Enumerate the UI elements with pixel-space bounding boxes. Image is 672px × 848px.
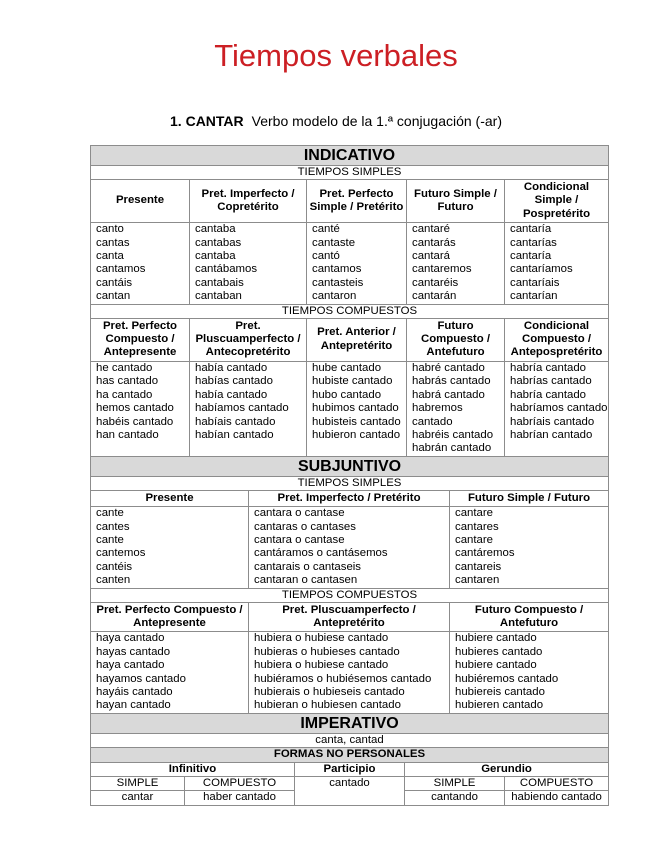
conjugation-form: cantes [96, 520, 130, 533]
conjugation-form: hayáis cantado [96, 686, 173, 698]
column-header: Condicional Simple / Pospretérito [505, 180, 609, 223]
column-header: Pret. Anterior / Antepretérito [307, 318, 407, 361]
subjuntivo-simples-forms [91, 507, 609, 588]
subjuntivo-compuestos-headers [91, 602, 609, 632]
conjugation-form: haya cantado [96, 632, 165, 645]
conjugation-form: habías cantado [195, 375, 273, 388]
column-header: Presente [91, 180, 190, 223]
conjugation-cell [505, 223, 609, 304]
conjugation-form: cantaré [412, 223, 450, 236]
conjugation-cell [307, 223, 407, 304]
conjugation-form: haya cantado [96, 659, 165, 672]
participio-label: Participio [295, 762, 405, 776]
column-header: Presente [91, 490, 249, 506]
conjugation-form: cantara o cantase [254, 507, 345, 520]
conjugation-form: hubo cantado [312, 388, 382, 401]
conjugation-cell [249, 632, 450, 713]
column-header: Pret. Perfecto Compuesto / Antepresente [91, 602, 249, 632]
conjugation-form: hubiereis cantado [455, 686, 545, 698]
gerundio-simple-value: cantando [405, 791, 505, 805]
conjugation-form: has cantado [96, 375, 159, 388]
conjugation-form: cantan [96, 290, 131, 303]
indicativo-simples-forms [91, 223, 609, 304]
conjugation-cell [505, 361, 609, 456]
conjugation-form: cantarais o cantaseis [254, 560, 362, 573]
conjugation-form: he cantado [96, 361, 153, 374]
infinitivo-simple-value: cantar [91, 791, 185, 805]
conjugation-form: cantaras o cantases [254, 520, 356, 533]
conjugation-form: cantaríamos [510, 263, 573, 276]
infinitivo-compuesto-label: COMPUESTO [185, 777, 295, 791]
conjugation-form: cantará [412, 250, 450, 263]
subjuntivo-simples-headers [91, 490, 609, 506]
conjugation-form: cantó [312, 250, 340, 263]
conjugation-form: cantáramos o cantásemos [254, 547, 388, 560]
conjugation-form: canté [312, 223, 340, 236]
conjugation-form: habrías cantado [510, 375, 592, 388]
conjugation-form: cantares [455, 520, 499, 533]
conjugation-form: cantara o cantase [254, 533, 345, 546]
indicativo-simples-headers [91, 180, 609, 223]
conjugation-form: canten [96, 574, 131, 587]
conjugation-cell [450, 632, 609, 713]
page-title: Tiempos verbales [214, 38, 458, 73]
conjugation-form: habíamos cantado [195, 402, 289, 415]
conjugation-form: cantaremos [412, 263, 472, 276]
column-header: Pret. Pluscuamperfecto / Antecopretérito [190, 318, 307, 361]
conjugation-form: hubiera o hubiese cantado [254, 659, 389, 672]
column-header: Futuro Compuesto / Antefuturo [450, 602, 609, 632]
conjugation-form: cantaron [312, 290, 357, 303]
conjugation-form: hayamos cantado [96, 672, 186, 685]
conjugation-form: habrían cantado [510, 428, 593, 441]
conjugation-form: hayan cantado [96, 699, 171, 712]
subjuntivo-compuestos-forms [91, 632, 609, 713]
column-header: Pret. Perfecto Compuesto / Antepresente [91, 318, 190, 361]
column-header: Pret. Imperfecto / Copretérito [190, 180, 307, 223]
conjugation-form: cante [96, 533, 124, 546]
conjugation-form: hubiera o hubiese cantado [254, 632, 389, 645]
conjugation-form: hubieras o hubieses cantado [254, 645, 400, 658]
conjugation-form: cantaríais [510, 276, 560, 289]
column-header: Condicional Compuesto / Antepospretérito [505, 318, 609, 361]
conjugation-form: hubieran o hubiesen cantado [254, 699, 401, 712]
conjugation-form: hubiere cantado [455, 632, 537, 645]
conjugation-cell [407, 223, 505, 304]
conjugation-form: cantaría [510, 250, 552, 263]
conjugation-form: cantareis [455, 560, 502, 573]
imperativo-table [90, 713, 609, 806]
conjugation-form: habréis cantado [412, 428, 494, 441]
indicativo-compuestos-forms [91, 361, 609, 456]
conjugation-form: habría cantado [510, 361, 586, 374]
conjugation-form: han cantado [96, 428, 159, 441]
conjugation-form: habríamos cantado [510, 402, 608, 415]
column-header: Futuro Simple / Futuro [450, 490, 609, 506]
conjugation-cell [91, 361, 190, 456]
gerundio-simple-label: SIMPLE [405, 777, 505, 791]
conjugation-form: cantáremos [455, 547, 515, 560]
column-header: Pret. Perfecto Simple / Pretérito [307, 180, 407, 223]
conjugation-form: habéis cantado [96, 415, 174, 428]
conjugation-form: cantaría [510, 223, 552, 236]
conjugation-form: ha cantado [96, 388, 153, 401]
imperativo-heading: IMPERATIVO [91, 713, 609, 733]
conjugation-form: cantemos [96, 547, 146, 560]
conjugation-form: cantaran o cantasen [254, 574, 358, 587]
column-header: Pret. Pluscuamperfecto / Antepretérito [249, 602, 450, 632]
conjugation-form: hubieron cantado [312, 428, 401, 441]
conjugation-form: cantaren [455, 574, 500, 587]
conjugation-form: había cantado [195, 361, 268, 374]
conjugation-form: cantamos [96, 263, 146, 276]
conjugation-form: cantarían [510, 290, 558, 303]
conjugation-form: hubisteis cantado [312, 415, 401, 428]
conjugation-cell [307, 361, 407, 456]
conjugation-form: cantéis [96, 560, 133, 573]
conjugation-cell [407, 361, 505, 456]
imperativo-forms: canta, cantad [91, 733, 609, 747]
conjugation-form: hubieres cantado [455, 645, 543, 658]
column-header: Futuro Compuesto / Antefuturo [407, 318, 505, 361]
subjuntivo-simples-label: TIEMPOS SIMPLES [91, 476, 609, 490]
gerundio-label: Gerundio [405, 762, 609, 776]
conjugation-form: habríais cantado [510, 415, 595, 428]
conjugation-form: cantáis [96, 276, 133, 289]
conjugation-form: hubiéramos o hubiésemos cantado [254, 672, 432, 685]
conjugation-form: cantare [455, 507, 493, 520]
indicativo-table [90, 145, 609, 457]
conjugation-form: hayas cantado [96, 645, 171, 658]
indicativo-simples-label: TIEMPOS SIMPLES [91, 166, 609, 180]
conjugation-form: hubierais o hubieseis cantado [254, 686, 405, 698]
conjugation-cell [249, 507, 450, 588]
column-header: Pret. Imperfecto / Pretérito [249, 490, 450, 506]
conjugation-cell [91, 223, 190, 304]
conjugation-sheet [90, 145, 608, 806]
infinitivo-label: Infinitivo [91, 762, 295, 776]
conjugation-cell [190, 223, 307, 304]
subjuntivo-table [90, 456, 609, 714]
conjugation-form: canta [96, 250, 124, 263]
conjugation-form: cantaréis [412, 276, 459, 289]
subjuntivo-compuestos-label: TIEMPOS COMPUESTOS [91, 588, 609, 602]
conjugation-form: cantasteis [312, 276, 364, 289]
participio-value: cantado [295, 777, 405, 806]
conjugation-form: cantamos [312, 263, 362, 276]
page-subtitle [0, 113, 672, 129]
no-personales-labels [91, 762, 609, 776]
conjugation-form: hubiéremos cantado [455, 672, 559, 685]
conjugation-form: cantábamos [195, 263, 258, 276]
conjugation-form: habrá cantado [412, 388, 485, 401]
conjugation-form: habían cantado [195, 428, 274, 441]
no-personales-heading: FORMAS NO PERSONALES [91, 748, 609, 762]
conjugation-form: habrás cantado [412, 375, 491, 388]
conjugation-form: habré cantado [412, 361, 485, 374]
indicativo-compuestos-headers [91, 318, 609, 361]
conjugation-cell [91, 507, 249, 588]
conjugation-form: cantarás [412, 236, 456, 249]
conjugation-form: cantarías [510, 236, 557, 249]
no-personales-subheaders [91, 777, 609, 791]
conjugation-form: habíais cantado [195, 415, 276, 428]
conjugation-form: cantarán [412, 290, 457, 303]
column-header: Futuro Simple / Futuro [407, 180, 505, 223]
verb-number: 1. CANTAR [170, 113, 244, 129]
gerundio-compuesto-value: habiendo cantado [505, 791, 609, 805]
indicativo-compuestos-label: TIEMPOS COMPUESTOS [91, 304, 609, 318]
conjugation-form: habrán cantado [412, 442, 492, 455]
conjugation-cell [450, 507, 609, 588]
conjugation-form: cantaba [195, 223, 236, 236]
conjugation-cell [91, 632, 249, 713]
subjuntivo-heading: SUBJUNTIVO [91, 456, 609, 476]
conjugation-form: cantaban [195, 290, 242, 303]
indicativo-heading: INDICATIVO [91, 146, 609, 166]
conjugation-form: hube cantado [312, 361, 382, 374]
conjugation-form: hubiste cantado [312, 375, 393, 388]
infinitivo-simple-label: SIMPLE [91, 777, 185, 791]
conjugation-form: hubieren cantado [455, 699, 544, 712]
conjugation-form: canto [96, 223, 124, 236]
conjugation-form: cantabais [195, 276, 244, 289]
conjugation-form: hubiere cantado [455, 659, 537, 672]
conjugation-cell [190, 361, 307, 456]
conjugation-form: cantaba [195, 250, 236, 263]
conjugation-form: habría cantado [510, 388, 586, 401]
infinitivo-compuesto-value: haber cantado [185, 791, 295, 805]
conjugation-form: cantas [96, 236, 130, 249]
conjugation-form: habremos cantado [412, 402, 463, 428]
conjugation-form: cantaste [312, 236, 356, 249]
conjugation-form: había cantado [195, 388, 268, 401]
conjugation-form: hemos cantado [96, 402, 174, 415]
conjugation-form: cantare [455, 533, 493, 546]
gerundio-compuesto-label: COMPUESTO [505, 777, 609, 791]
verb-description: Verbo modelo de la 1.ª conjugación (-ar) [251, 113, 502, 129]
conjugation-form: hubimos cantado [312, 402, 399, 415]
conjugation-form: cantabas [195, 236, 242, 249]
conjugation-form: cante [96, 507, 124, 520]
